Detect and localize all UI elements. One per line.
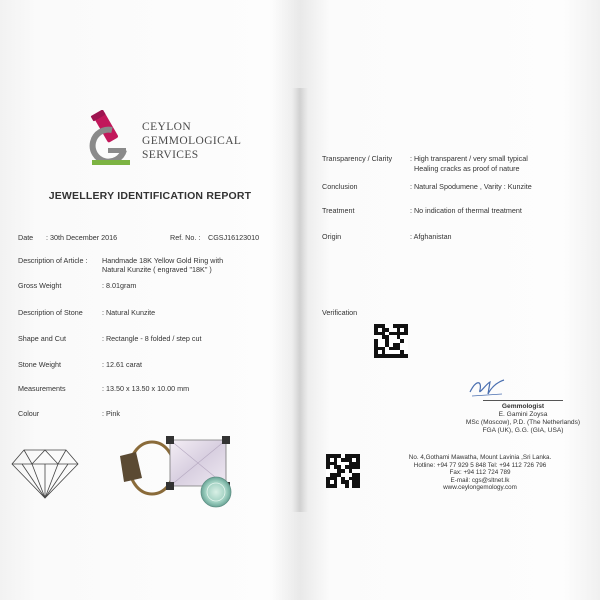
logo-line-1: CEYLON [142,121,192,133]
logo-line-3: SERVICES [142,149,199,161]
transparency-value-line-2: Healing cracks as proof of nature [414,164,520,173]
transparency-value [410,154,528,174]
verification-qr-code[interactable] [374,324,408,358]
gemmologist-title: Gemmologist [501,403,545,410]
contact-email: E-mail: cgs@sltnet.lk [450,476,510,484]
report-title: JEWELLERY IDENTIFICATION REPORT [48,190,252,202]
contact-address: No. 4,Gothami Mawatha, Mount Lavinia ,Sri Lanka. [408,454,552,461]
article-value-line-1: Handmade 18K Yellow Gold Ring with [102,256,224,265]
contact-website[interactable]: www.ceylongemology.com [443,484,517,492]
treatment-label: Treatment [322,206,355,215]
left-page [6,90,294,510]
conclusion-value: : Natural Spodumene , Varity : Kunzite [410,182,532,191]
article-value-line-2: Natural Kunzite ( engraved "18K" ) [102,265,212,274]
stone-weight-label: Stone Weight [18,360,62,369]
gross-weight-value: : 8.01gram [102,281,137,290]
right-page [308,90,594,510]
ring-photo [110,430,260,510]
company-logo [84,110,254,170]
gemmologist-credentials-1: MSc (Moscow), P.D. (The Netherlands) [465,419,581,426]
colour-value: : Pink [102,409,120,418]
colour-label: Colour [18,409,40,418]
treatment-value: : No indication of thermal treatment [410,206,522,215]
gemmologist-name: E. Gamini Zoysa [498,411,548,418]
contact-fax: Fax: +94 112 724 789 [449,469,511,477]
measurements-label: Measurements [18,384,66,393]
contact-block [380,454,580,492]
gemmologist-block [458,400,588,435]
origin-value: : Afghanistan [410,232,452,241]
gemmologist-credentials-2: FGA (UK), G.G. (GIA, USA) [482,427,564,434]
date-value: : 30th December 2016 [46,233,118,242]
conclusion-label: Conclusion [322,182,358,191]
transparency-value-line-1: : High transparent / very small typical [410,154,528,163]
diamond-diagram-icon [10,448,80,500]
shape-cut-label: Shape and Cut [18,334,66,343]
ref-label: Ref. No. : [170,233,201,242]
gross-weight-label: Gross Weight [18,281,62,290]
company-qr-code[interactable] [326,454,360,488]
signature-mark [468,376,508,398]
microscope-logo-icon [84,110,140,170]
article-value [102,256,223,274]
signature-line [483,400,563,401]
article-label: Description of Article : [18,256,88,265]
measurements-value: : 13.50 x 13.50 x 10.00 mm [102,384,190,393]
verification-label: Verification [322,308,358,317]
stone-description-value: : Natural Kunzite [102,308,156,317]
transparency-label: Transparency / Clarity [322,154,393,163]
shape-cut-value: : Rectangle - 8 folded / step cut [102,334,202,343]
contact-phone: Hotline: +94 77 929 5 848 Tel: +94 112 726 796 [413,461,547,469]
center-fold [292,88,308,512]
date-label: Date [18,233,34,242]
logo-line-2: GEMMOLOGICAL [142,135,242,147]
origin-label: Origin [322,232,342,241]
ref-value: CGSJ16123010 [208,233,260,242]
stone-description-label: Description of Stone [18,308,83,317]
stone-weight-value: : 12.61 carat [102,360,142,369]
